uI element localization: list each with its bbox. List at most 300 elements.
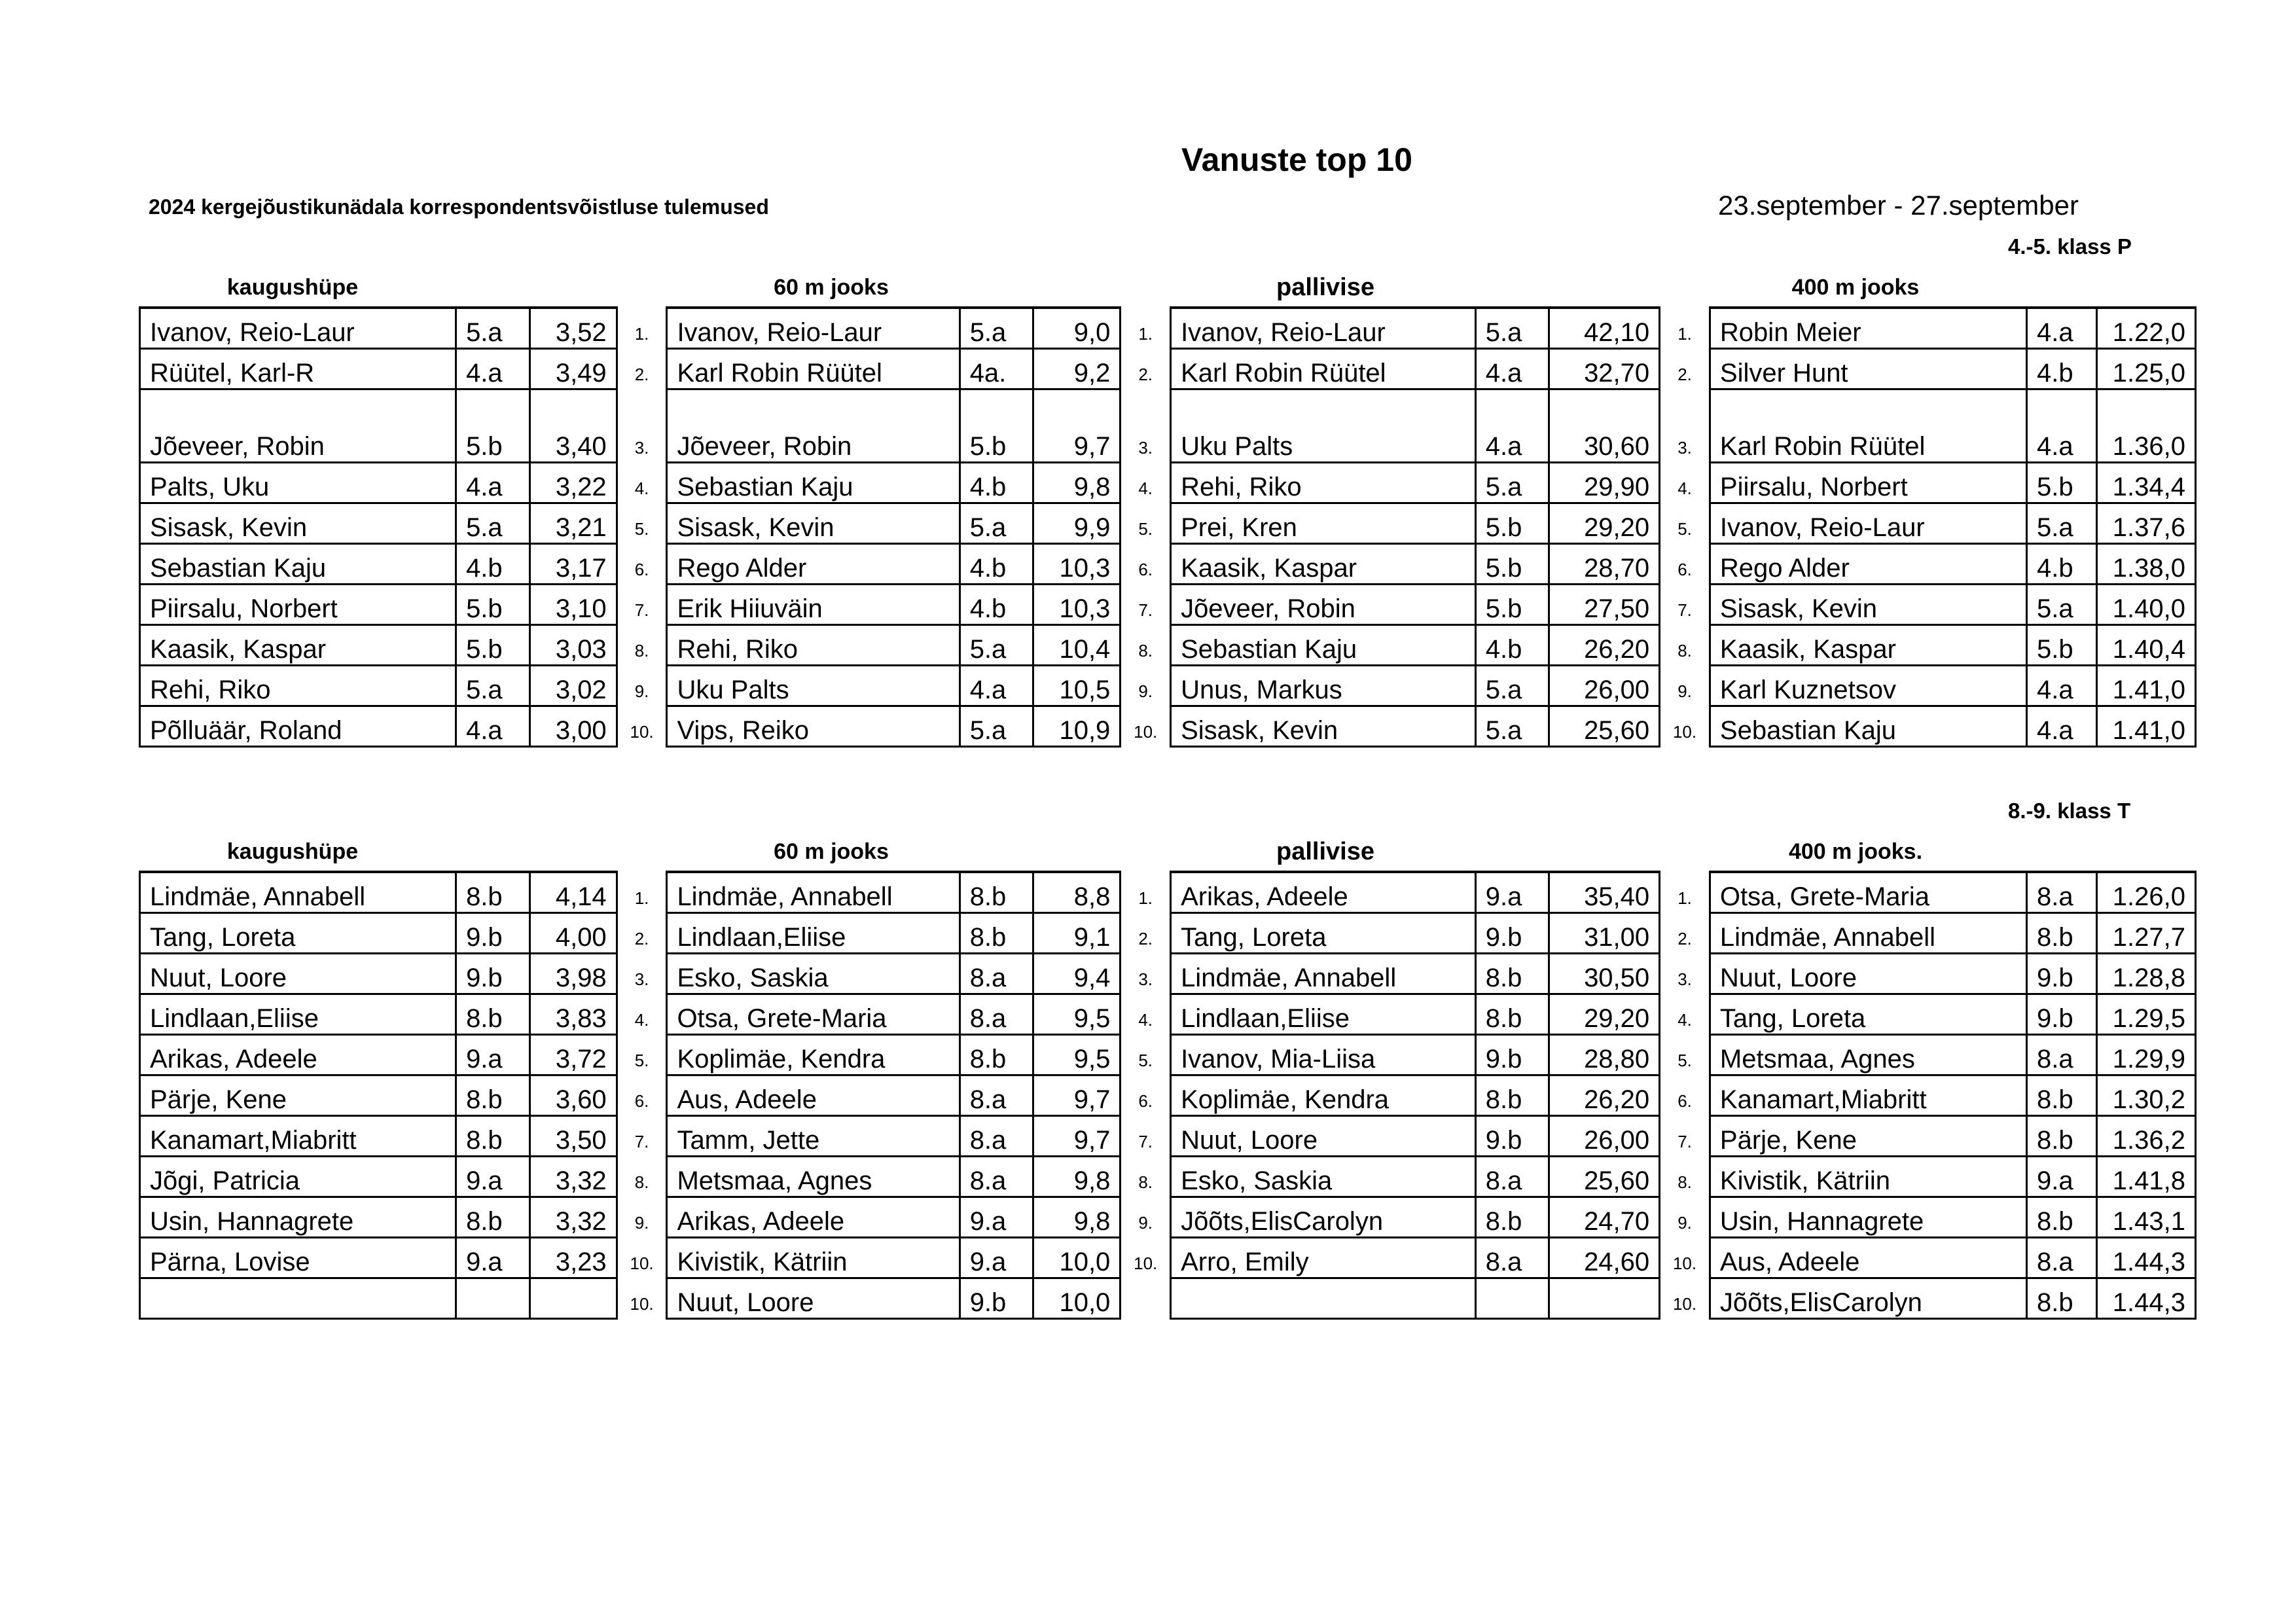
- class-cell: 9.b: [2027, 994, 2097, 1034]
- rank-cell: 9.: [1138, 681, 1153, 701]
- results-body-8-9: [140, 872, 2196, 1318]
- class-cell: 5.b: [456, 624, 530, 665]
- rank-cell: 10.: [1672, 1294, 1697, 1314]
- rank-cell: [1121, 1278, 1171, 1318]
- athlete-name: Rehi, Riko: [140, 665, 456, 706]
- rank-cell: 10.: [1672, 1254, 1697, 1273]
- result-value: 8,8: [1033, 872, 1121, 912]
- class-cell: 5.a: [1475, 308, 1549, 348]
- result-value: 31,00: [1549, 912, 1660, 953]
- athlete-name: Robin Meier: [1710, 308, 2026, 348]
- rank-cell: 7.: [1677, 1132, 1692, 1151]
- result-value: 9,1: [1033, 912, 1121, 953]
- document-subtitle: 2024 kergejõustikunädala korrespondentsvõistluse tulemused: [149, 195, 769, 219]
- class-cell: 5.a: [2027, 584, 2097, 624]
- class-cell: 8.b: [960, 1034, 1033, 1075]
- rank-cell: 6.: [1138, 560, 1153, 579]
- result-value: 9,7: [1033, 389, 1121, 462]
- athlete-name: Jõõts,ElisCarolyn: [1171, 1197, 1476, 1237]
- rank-cell: 7.: [1138, 1132, 1153, 1151]
- athlete-name: Rego Alder: [1710, 543, 2026, 584]
- result-value: 10,4: [1033, 624, 1121, 665]
- athlete-name: Ivanov, Reio-Laur: [1171, 308, 1476, 348]
- rank-cell: 8.: [634, 1172, 649, 1192]
- rank-cell: 8.: [1677, 1172, 1692, 1192]
- class-cell: 8.a: [2027, 872, 2097, 912]
- class-cell: 8.a: [2027, 1237, 2097, 1278]
- athlete-name: Sisask, Kevin: [667, 503, 960, 543]
- class-cell: 8.b: [1475, 953, 1549, 994]
- event-header-ball-throw: pallivise: [1276, 838, 1374, 865]
- class-cell: 5.a: [456, 665, 530, 706]
- rank-cell: 10.: [1134, 722, 1158, 742]
- result-value: 1.27,7: [2097, 912, 2196, 953]
- result-value: 3,02: [529, 665, 617, 706]
- athlete-name: Karl Robin Rüütel: [1710, 389, 2026, 462]
- athlete-name: Arikas, Adeele: [1171, 872, 1476, 912]
- rank-cell: 8.: [1677, 641, 1692, 660]
- result-value: 35,40: [1549, 872, 1660, 912]
- class-cell: 5.a: [1475, 706, 1549, 746]
- class-cell: 8.a: [2027, 1034, 2097, 1075]
- athlete-name: [140, 1278, 456, 1318]
- class-cell: 9.b: [1475, 912, 1549, 953]
- athlete-name: Sebastian Kaju: [1171, 624, 1476, 665]
- rank-cell: 6.: [634, 560, 649, 579]
- athlete-name: Jõgi, Patricia: [140, 1156, 456, 1197]
- class-label-4-5: 4.-5. klass P: [2008, 234, 2132, 259]
- result-value: 3,98: [529, 953, 617, 994]
- class-cell: 8.a: [960, 1115, 1033, 1156]
- athlete-name: Metsmaa, Agnes: [1710, 1034, 2026, 1075]
- class-cell: 8.b: [456, 1197, 530, 1237]
- table-row: [140, 1075, 2196, 1115]
- athlete-name: Pärje, Kene: [140, 1075, 456, 1115]
- result-value: 10,0: [1033, 1237, 1121, 1278]
- athlete-name: Sisask, Kevin: [140, 503, 456, 543]
- class-cell: 5.b: [2027, 462, 2097, 503]
- class-cell: 8.b: [960, 872, 1033, 912]
- athlete-name: Tang, Loreta: [1171, 912, 1476, 953]
- result-value: 28,70: [1549, 543, 1660, 584]
- rank-cell: 4.: [634, 1010, 649, 1030]
- rank-cell: 2.: [634, 365, 649, 384]
- results-body-4-5: [140, 308, 2196, 746]
- result-value: 30,60: [1549, 389, 1660, 462]
- athlete-name: Lindmäe, Annabell: [1710, 912, 2026, 953]
- rank-cell: 10.: [630, 722, 654, 742]
- athlete-name: Nuut, Loore: [1710, 953, 2026, 994]
- result-value: 4,00: [529, 912, 617, 953]
- rank-cell: 5.: [634, 519, 649, 539]
- result-value: 9,7: [1033, 1115, 1121, 1156]
- result-value: 10,0: [1033, 1278, 1121, 1318]
- event-header-60m: 60 m jooks: [774, 275, 889, 300]
- athlete-name: Kaasik, Kaspar: [1171, 543, 1476, 584]
- table-row: [140, 308, 2196, 348]
- result-value: 9,5: [1033, 994, 1121, 1034]
- rank-cell: 7.: [634, 1132, 649, 1151]
- athlete-name: Ivanov, Reio-Laur: [667, 308, 960, 348]
- class-cell: 5.a: [2027, 503, 2097, 543]
- result-value: 9,7: [1033, 1075, 1121, 1115]
- result-value: 24,60: [1549, 1237, 1660, 1278]
- rank-cell: 8.: [1138, 641, 1153, 660]
- class-cell: 5.a: [960, 503, 1033, 543]
- class-cell: 9.b: [1475, 1115, 1549, 1156]
- result-value: 1.41,0: [2097, 706, 2196, 746]
- class-cell: 9.a: [960, 1197, 1033, 1237]
- result-value: 32,70: [1549, 348, 1660, 389]
- result-value: 3,00: [529, 706, 617, 746]
- result-value: 26,20: [1549, 1075, 1660, 1115]
- rank-cell: 1.: [634, 888, 649, 908]
- class-cell: 4.a: [456, 706, 530, 746]
- class-cell: 9.b: [1475, 1034, 1549, 1075]
- athlete-name: Nuut, Loore: [1171, 1115, 1476, 1156]
- result-value: 9,8: [1033, 1156, 1121, 1197]
- athlete-name: Pärna, Lovise: [140, 1237, 456, 1278]
- class-cell: 5.b: [960, 389, 1033, 462]
- class-cell: 9.a: [456, 1237, 530, 1278]
- table-row: [140, 665, 2196, 706]
- athlete-name: Esko, Saskia: [667, 953, 960, 994]
- class-cell: 5.b: [2027, 624, 2097, 665]
- athlete-name: Sebastian Kaju: [667, 462, 960, 503]
- athlete-name: Lindmäe, Annabell: [667, 872, 960, 912]
- class-cell: 4.a: [1475, 348, 1549, 389]
- athlete-name: Lindmäe, Annabell: [140, 872, 456, 912]
- rank-cell: 2.: [1138, 929, 1153, 948]
- rank-cell: 4.: [1677, 478, 1692, 498]
- class-cell: 5.a: [456, 503, 530, 543]
- result-value: 1.37,6: [2097, 503, 2196, 543]
- class-cell: 4.a: [2027, 308, 2097, 348]
- rank-cell: 7.: [1677, 600, 1692, 620]
- result-value: 4,14: [529, 872, 617, 912]
- rank-cell: 5.: [1138, 519, 1153, 539]
- athlete-name: Karl Robin Rüütel: [1171, 348, 1476, 389]
- athlete-name: Silver Hunt: [1710, 348, 2026, 389]
- class-cell: 8.b: [2027, 1115, 2097, 1156]
- rank-cell: 3.: [634, 969, 649, 989]
- event-header-400m: 400 m jooks.: [1788, 839, 1923, 864]
- rank-cell: 2.: [1138, 365, 1153, 384]
- class-cell: 9.a: [960, 1237, 1033, 1278]
- class-cell: 5.a: [1475, 665, 1549, 706]
- athlete-name: Piirsalu, Norbert: [1710, 462, 2026, 503]
- athlete-name: Palts, Uku: [140, 462, 456, 503]
- result-value: 1.44,3: [2097, 1278, 2196, 1318]
- athlete-name: Lindlaan,Eliise: [140, 994, 456, 1034]
- result-value: 24,70: [1549, 1197, 1660, 1237]
- athlete-name: Vips, Reiko: [667, 706, 960, 746]
- table-row: [140, 1115, 2196, 1156]
- class-cell: 5.b: [1475, 503, 1549, 543]
- athlete-name: Sebastian Kaju: [140, 543, 456, 584]
- result-value: 29,20: [1549, 994, 1660, 1034]
- event-header-60m: 60 m jooks: [774, 839, 889, 864]
- result-value: 9,0: [1033, 308, 1121, 348]
- result-value: 3,49: [529, 348, 617, 389]
- result-value: 1.30,2: [2097, 1075, 2196, 1115]
- result-value: 1.41,0: [2097, 665, 2196, 706]
- rank-cell: 1.: [1677, 888, 1692, 908]
- result-value: 3,32: [529, 1156, 617, 1197]
- athlete-name: Tang, Loreta: [1710, 994, 2026, 1034]
- result-value: 10,3: [1033, 543, 1121, 584]
- class-cell: 4.a: [1475, 389, 1549, 462]
- event-header-ball-throw: pallivise: [1276, 274, 1374, 301]
- table-row: [140, 872, 2196, 912]
- result-value: 1.36,2: [2097, 1115, 2196, 1156]
- athlete-name: Arikas, Adeele: [140, 1034, 456, 1075]
- result-value: 3,40: [529, 389, 617, 462]
- athlete-name: Piirsalu, Norbert: [140, 584, 456, 624]
- athlete-name: Ivanov, Reio-Laur: [1710, 503, 2026, 543]
- athlete-name: Ivanov, Reio-Laur: [140, 308, 456, 348]
- rank-cell: 5.: [1677, 1051, 1692, 1070]
- table-row: [140, 1278, 2196, 1318]
- result-value: [1549, 1278, 1660, 1318]
- class-cell: 5.b: [1475, 584, 1549, 624]
- result-value: 29,90: [1549, 462, 1660, 503]
- result-value: 1.25,0: [2097, 348, 2196, 389]
- event-header-long-jump: kaugushüpe: [226, 275, 359, 300]
- result-value: 42,10: [1549, 308, 1660, 348]
- class-cell: 8.b: [960, 912, 1033, 953]
- table-row: [140, 462, 2196, 503]
- rank-cell: 6.: [1138, 1091, 1153, 1111]
- table-row: [140, 953, 2196, 994]
- result-value: 3,83: [529, 994, 617, 1034]
- result-value: 1.36,0: [2097, 389, 2196, 462]
- athlete-name: Lindlaan,Eliise: [1171, 994, 1476, 1034]
- class-cell: 9.b: [960, 1278, 1033, 1318]
- rank-cell: 10.: [1134, 1254, 1158, 1273]
- class-cell: 9.b: [456, 912, 530, 953]
- class-cell: 9.a: [2027, 1156, 2097, 1197]
- page-title: Vanuste top 10: [1181, 141, 1412, 178]
- class-cell: 5.b: [1475, 543, 1549, 584]
- rank-cell: 3.: [1677, 438, 1692, 458]
- athlete-name: Aus, Adeele: [1710, 1237, 2026, 1278]
- class-cell: 9.a: [456, 1156, 530, 1197]
- class-cell: 4.a: [960, 665, 1033, 706]
- class-cell: 8.b: [1475, 1197, 1549, 1237]
- athlete-name: Usin, Hannagrete: [1710, 1197, 2026, 1237]
- athlete-name: Uku Palts: [667, 665, 960, 706]
- athlete-name: Erik Hiiuväin: [667, 584, 960, 624]
- result-value: 29,20: [1549, 503, 1660, 543]
- result-value: 1.22,0: [2097, 308, 2196, 348]
- rank-cell: 2.: [1677, 929, 1692, 948]
- result-value: 3,21: [529, 503, 617, 543]
- results-table-4-5-klass: [139, 306, 2197, 748]
- class-cell: 4.a: [2027, 389, 2097, 462]
- athlete-name: Ivanov, Mia-Liisa: [1171, 1034, 1476, 1075]
- result-value: 1.29,5: [2097, 994, 2196, 1034]
- result-value: 1.41,8: [2097, 1156, 2196, 1197]
- result-value: 1.38,0: [2097, 543, 2196, 584]
- result-value: 1.43,1: [2097, 1197, 2196, 1237]
- class-cell: 5.b: [456, 584, 530, 624]
- athlete-name: Arikas, Adeele: [667, 1197, 960, 1237]
- rank-cell: 9.: [1677, 681, 1692, 701]
- athlete-name: Jõeveer, Robin: [140, 389, 456, 462]
- table-row: [140, 912, 2196, 953]
- result-value: 25,60: [1549, 1156, 1660, 1197]
- class-cell: 4.b: [960, 543, 1033, 584]
- result-value: 3,23: [529, 1237, 617, 1278]
- rank-cell: 3.: [634, 438, 649, 458]
- result-value: [529, 1278, 617, 1318]
- athlete-name: Rehi, Riko: [1171, 462, 1476, 503]
- table-row: [140, 389, 2196, 462]
- result-value: 10,9: [1033, 706, 1121, 746]
- result-value: 27,50: [1549, 584, 1660, 624]
- class-cell: 8.a: [960, 1075, 1033, 1115]
- result-value: 3,50: [529, 1115, 617, 1156]
- date-range: 23.september - 27.september: [1718, 190, 2079, 221]
- result-value: 9,8: [1033, 1197, 1121, 1237]
- rank-cell: 9.: [1138, 1213, 1153, 1233]
- result-value: 10,5: [1033, 665, 1121, 706]
- athlete-name: Prei, Kren: [1171, 503, 1476, 543]
- athlete-name: Sisask, Kevin: [1171, 706, 1476, 746]
- athlete-name: Uku Palts: [1171, 389, 1476, 462]
- athlete-name: Jõeveer, Robin: [667, 389, 960, 462]
- athlete-name: Rego Alder: [667, 543, 960, 584]
- athlete-name: Otsa, Grete-Maria: [667, 994, 960, 1034]
- rank-cell: 1.: [1138, 324, 1153, 344]
- class-cell: 8.b: [2027, 1197, 2097, 1237]
- rank-cell: 6.: [1677, 1091, 1692, 1111]
- class-cell: 5.a: [960, 706, 1033, 746]
- table-row: [140, 1156, 2196, 1197]
- result-value: 3,10: [529, 584, 617, 624]
- athlete-name: Sebastian Kaju: [1710, 706, 2026, 746]
- result-value: 10,3: [1033, 584, 1121, 624]
- athlete-name: Nuut, Loore: [140, 953, 456, 994]
- result-value: 3,72: [529, 1034, 617, 1075]
- athlete-name: Kivistik, Kätriin: [667, 1237, 960, 1278]
- result-value: 3,32: [529, 1197, 617, 1237]
- class-cell: 4.b: [960, 584, 1033, 624]
- result-value: 9,9: [1033, 503, 1121, 543]
- athlete-name: Sisask, Kevin: [1710, 584, 2026, 624]
- athlete-name: Esko, Saskia: [1171, 1156, 1476, 1197]
- class-cell: 8.a: [960, 953, 1033, 994]
- table-row: [140, 503, 2196, 543]
- rank-cell: 8.: [634, 641, 649, 660]
- result-value: 1.34,4: [2097, 462, 2196, 503]
- result-value: 3,60: [529, 1075, 617, 1115]
- athlete-name: Kivistik, Kätriin: [1710, 1156, 2026, 1197]
- class-label-8-9: 8.-9. klass T: [2008, 799, 2131, 823]
- athlete-name: Jõõts,ElisCarolyn: [1710, 1278, 2026, 1318]
- rank-cell: 1.: [634, 324, 649, 344]
- result-value: 1.40,4: [2097, 624, 2196, 665]
- table-row: [140, 624, 2196, 665]
- class-cell: 5.a: [960, 624, 1033, 665]
- class-cell: 5.a: [456, 308, 530, 348]
- class-cell: 8.b: [456, 1075, 530, 1115]
- athlete-name: Lindlaan,Eliise: [667, 912, 960, 953]
- rank-cell: 1.: [1138, 888, 1153, 908]
- class-cell: 4.b: [2027, 348, 2097, 389]
- result-value: 3,22: [529, 462, 617, 503]
- rank-cell: 2.: [1677, 365, 1692, 384]
- athlete-name: Arro, Emily: [1171, 1237, 1476, 1278]
- athlete-name: Jõeveer, Robin: [1171, 584, 1476, 624]
- result-value: 3,52: [529, 308, 617, 348]
- class-cell: 9.b: [2027, 953, 2097, 994]
- athlete-name: Lindmäe, Annabell: [1171, 953, 1476, 994]
- rank-cell: 3.: [1677, 969, 1692, 989]
- class-cell: 4a.: [960, 348, 1033, 389]
- class-cell: 9.a: [1475, 872, 1549, 912]
- rank-cell: 7.: [1138, 600, 1153, 620]
- rank-cell: 6.: [1677, 560, 1692, 579]
- athlete-name: Karl Robin Rüütel: [667, 348, 960, 389]
- result-value: 9,2: [1033, 348, 1121, 389]
- class-cell: 8.b: [456, 1115, 530, 1156]
- class-cell: [456, 1278, 530, 1318]
- rank-cell: 4.: [1677, 1010, 1692, 1030]
- table-row: [140, 543, 2196, 584]
- rank-cell: 9.: [634, 681, 649, 701]
- class-cell: 8.a: [1475, 1156, 1549, 1197]
- athlete-name: Pärje, Kene: [1710, 1115, 2026, 1156]
- rank-cell: 1.: [1677, 324, 1692, 344]
- rank-cell: 3.: [1138, 438, 1153, 458]
- rank-cell: 2.: [634, 929, 649, 948]
- athlete-name: Põlluäär, Roland: [140, 706, 456, 746]
- result-value: 1.44,3: [2097, 1237, 2196, 1278]
- result-value: 28,80: [1549, 1034, 1660, 1075]
- rank-cell: 7.: [634, 600, 649, 620]
- class-cell: 4.b: [1475, 624, 1549, 665]
- athlete-name: Unus, Markus: [1171, 665, 1476, 706]
- athlete-name: Kanamart,Miabritt: [1710, 1075, 2026, 1115]
- result-value: 26,00: [1549, 1115, 1660, 1156]
- class-cell: 8.a: [960, 1156, 1033, 1197]
- result-value: 25,60: [1549, 706, 1660, 746]
- class-cell: 5.a: [960, 308, 1033, 348]
- class-cell: [1475, 1278, 1549, 1318]
- athlete-name: Koplimäe, Kendra: [667, 1034, 960, 1075]
- class-cell: 8.b: [1475, 1075, 1549, 1115]
- class-cell: 5.b: [456, 389, 530, 462]
- athlete-name: Rüütel, Karl-R: [140, 348, 456, 389]
- class-cell: 8.b: [456, 994, 530, 1034]
- athlete-name: Usin, Hannagrete: [140, 1197, 456, 1237]
- athlete-name: Karl Kuznetsov: [1710, 665, 2026, 706]
- table-row: [140, 584, 2196, 624]
- athlete-name: Otsa, Grete-Maria: [1710, 872, 2026, 912]
- athlete-name: Metsmaa, Agnes: [667, 1156, 960, 1197]
- result-value: 1.26,0: [2097, 872, 2196, 912]
- athlete-name: Nuut, Loore: [667, 1278, 960, 1318]
- rank-cell: 5.: [634, 1051, 649, 1070]
- athlete-name: Tang, Loreta: [140, 912, 456, 953]
- class-cell: 8.b: [2027, 1278, 2097, 1318]
- rank-cell: 6.: [634, 1091, 649, 1111]
- table-row: [140, 1197, 2196, 1237]
- table-row: [140, 1237, 2196, 1278]
- class-cell: 4.b: [2027, 543, 2097, 584]
